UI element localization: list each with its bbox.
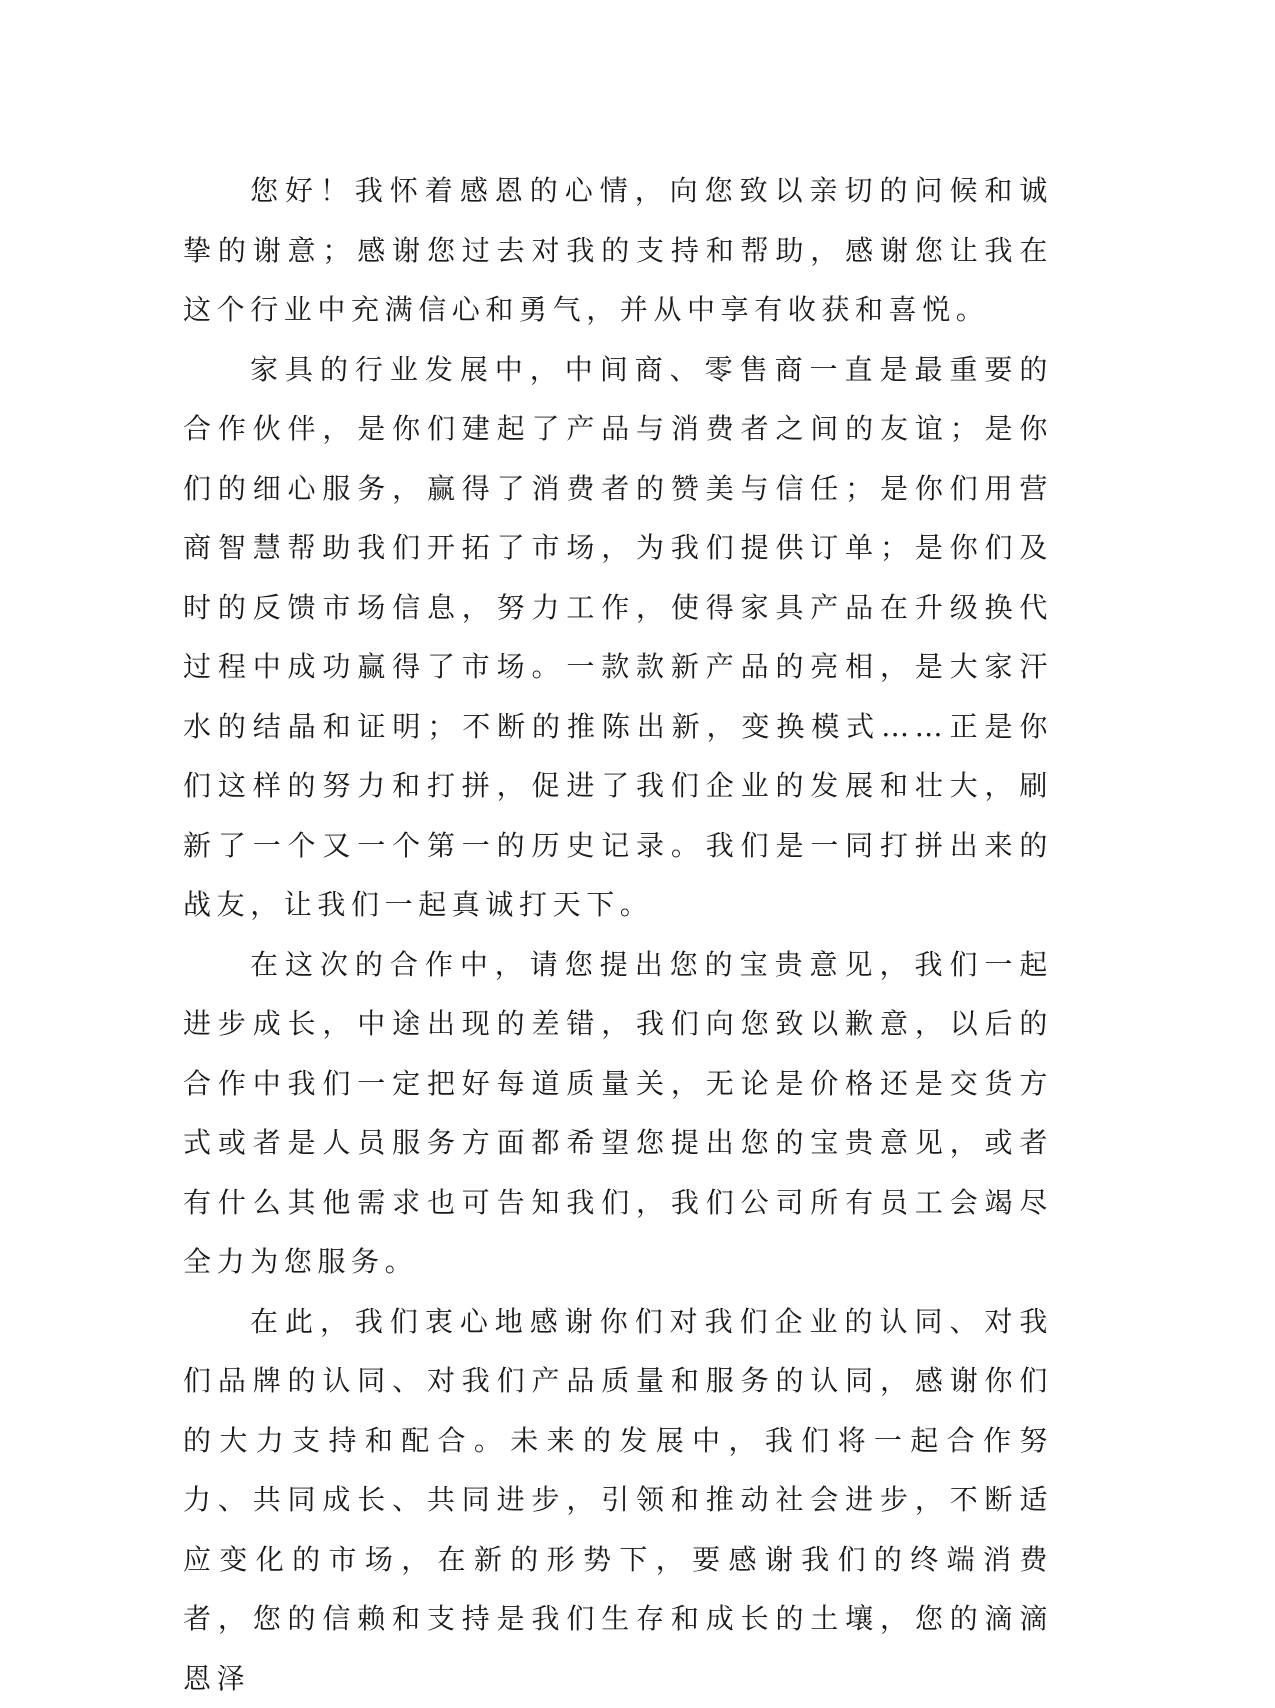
paragraph-cooperation: 在这次的合作中，请您提出您的宝贵意见，我们一起进步成长，中途出现的差错，我们向您致以歉意，以后的合作中我们一定把好每道质量关，无论是价格还是交货方式或者是人员服务方面都希望您提出您的宝贵意见，或者有什么其他需求也可告知我们，我们公司所有员工会竭尽全力为您服务。 <box>183 935 1053 1292</box>
paragraph-partners: 家具的行业发展中，中间商、零售商一直是最重要的合作伙伴，是你们建起了产品与消费者之间的友谊；是你们的细心服务，赢得了消费者的赞美与信任；是你们用营商智慧帮助我们开拓了市场，为我们提供订单；是你们及时的反馈市场信息，努力工作，使得家具产品在升级换代过程中成功赢得了市场。一款款新产品的亮相，是大家汗水的结晶和证明；不断的推陈出新，变换模式……正是你们这样的努力和打拼，促进了我们企业的发展和壮大，刷新了一个又一个第一的历史记录。我们是一同打拼出来的战友，让我们一起真诚打天下。 <box>183 340 1053 935</box>
letter-body <box>183 161 1053 1708</box>
paragraph-greeting: 您好！我怀着感恩的心情，向您致以亲切的问候和诚挚的谢意；感谢您过去对我的支持和帮助，感谢您让我在这个行业中充满信心和勇气，并从中享有收获和喜悦。 <box>183 161 1053 340</box>
paragraph-thanks: 在此，我们衷心地感谢你们对我们企业的认同、对我们品牌的认同、对我们产品质量和服务的认同，感谢你们的大力支持和配合。未来的发展中，我们将一起合作努力、共同成长、共同进步，引领和推动社会进步，不断适应变化的市场，在新的形势下，要感谢我们的终端消费者，您的信赖和支持是我们生存和成长的土壤，您的滴滴恩泽 <box>183 1292 1053 1708</box>
